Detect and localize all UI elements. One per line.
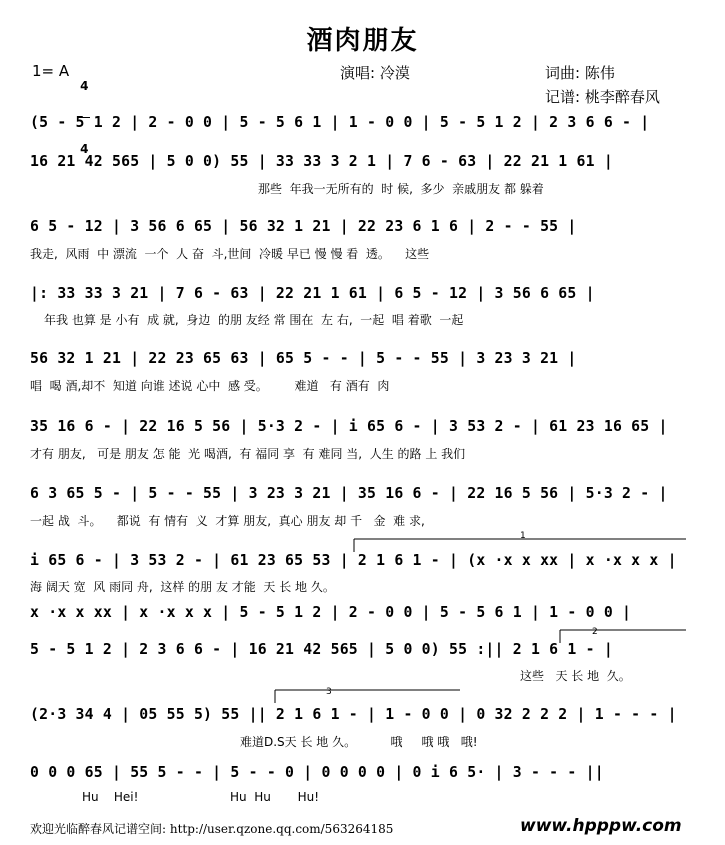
score-line-3: 6 5 - 12 | 3 56 6 65 | 56 32 1 21 | 22 23 6 1 6 | 2 - - 55 |	[30, 218, 577, 235]
time-sig-top: 4	[80, 79, 89, 93]
composer: 词曲: 陈伟	[545, 64, 615, 82]
site-watermark[interactable]: www.hpppw.com	[520, 816, 682, 836]
lyric-line-8: 海 阔天 宽 风 雨同 舟, 这样 的朋 友 才能 天 长 地 久。	[30, 580, 335, 594]
score-line-10: 5 - 5 1 2 | 2 3 6 6 - | 16 21 42 565 | 5 0 0) 55 :|| 2 1 6 1 - |	[30, 641, 613, 658]
time-sig-bottom: 4	[80, 142, 89, 156]
score-line-12: 0 0 0 65 | 55 5 - - | 5 - - 0 | 0 0 0 0 | 0 i 6 5· | 3 - - - ||	[30, 764, 604, 781]
score-line-11: (2·3 34 4 | 05 55 5) 55 || 2 1 6 1 - | 1 - 0 0 | 0 32 2 2 2 | 1 - - - |	[30, 706, 677, 723]
key-signature: 1= A	[32, 62, 70, 80]
lyric-line-10: 这些 天 长 地 久。	[520, 669, 631, 683]
lyric-line-2: 那些 年我一无所有的 时 候, 多少 亲戚朋友 都 躲着	[258, 182, 544, 196]
lyric-line-3: 我走, 风雨 中 漂流 一个 人 奋 斗,世间 冷暖 早已 慢 慢 看 透。 这些	[30, 247, 430, 261]
transcriber: 记谱: 桃李醉春风	[545, 88, 660, 106]
lyric-line-11: 难道D.S天 长 地 久。 哦 哦 哦 哦!	[240, 735, 478, 749]
score-line-4: |: 33 33 3 21 | 7 6 - 63 | 22 21 1 61 | 6 5 - 12 | 3 56 6 65 |	[30, 285, 595, 302]
score-line-7: 6 3 65 5 - | 5 - - 55 | 3 23 3 21 | 35 16 6 - | 22 16 5 56 | 5·3 2 - |	[30, 485, 668, 502]
volta-2-label: 2	[592, 627, 598, 637]
lyric-line-5: 唱 喝 酒,却不 知道 向谁 述说 心中 感 受。 难道 有 酒有 肉	[30, 379, 390, 393]
lyric-line-4: 年我 也算 是 小有 成 就, 身边 的朋 友经 常 围在 左 右, 一起 唱 着歌 一起	[44, 313, 464, 327]
lyric-line-6: 才有 朋友, 可是 朋友 怎 能 光 喝酒, 有 福同 享 有 难同 当, 人生 的路 上 我们	[30, 447, 466, 461]
score-line-1: (5 - 5 1 2 | 2 - 0 0 | 5 - 5 6 1 | 1 - 0 0 | 5 - 5 1 2 | 2 3 6 6 - |	[30, 114, 650, 131]
volta-3-label: 3	[326, 687, 332, 697]
score-line-6: 35 16 6 - | 22 16 5 56 | 5·3 2 - | i 65 6 - | 3 53 2 - | 61 23 16 65 |	[30, 418, 668, 435]
singer: 演唱: 冷漠	[340, 64, 410, 82]
score-line-2: 16 21 42 565 | 5 0 0) 55 | 33 33 3 2 1 | 7 6 - 63 | 22 21 1 61 |	[30, 153, 613, 170]
score-line-5: 56 32 1 21 | 22 23 65 63 | 65 5 - - | 5 - - 55 | 3 23 3 21 |	[30, 350, 577, 367]
lyric-line-12: Hu Hei! Hu Hu Hu!	[82, 790, 320, 804]
lyric-line-7: 一起 战 斗。 都说 有 情有 义 才算 朋友, 真心 朋友 却 千 金 难 求,	[30, 514, 425, 528]
score-line-9: x ·x x xx | x ·x x x | 5 - 5 1 2 | 2 - 0 0 | 5 - 5 6 1 | 1 - 0 0 |	[30, 604, 632, 621]
score-line-8: i 65 6 - | 3 53 2 - | 61 23 65 53 | 2 1 6 1 - | (x ·x x xx | x ·x x x |	[30, 552, 677, 569]
volta-1-label: 1	[520, 531, 526, 541]
footer-text: 欢迎光临醉春风记谱空间: http://user.qzone.qq.com/563264185	[30, 822, 394, 836]
song-title: 酒肉朋友	[306, 26, 419, 56]
